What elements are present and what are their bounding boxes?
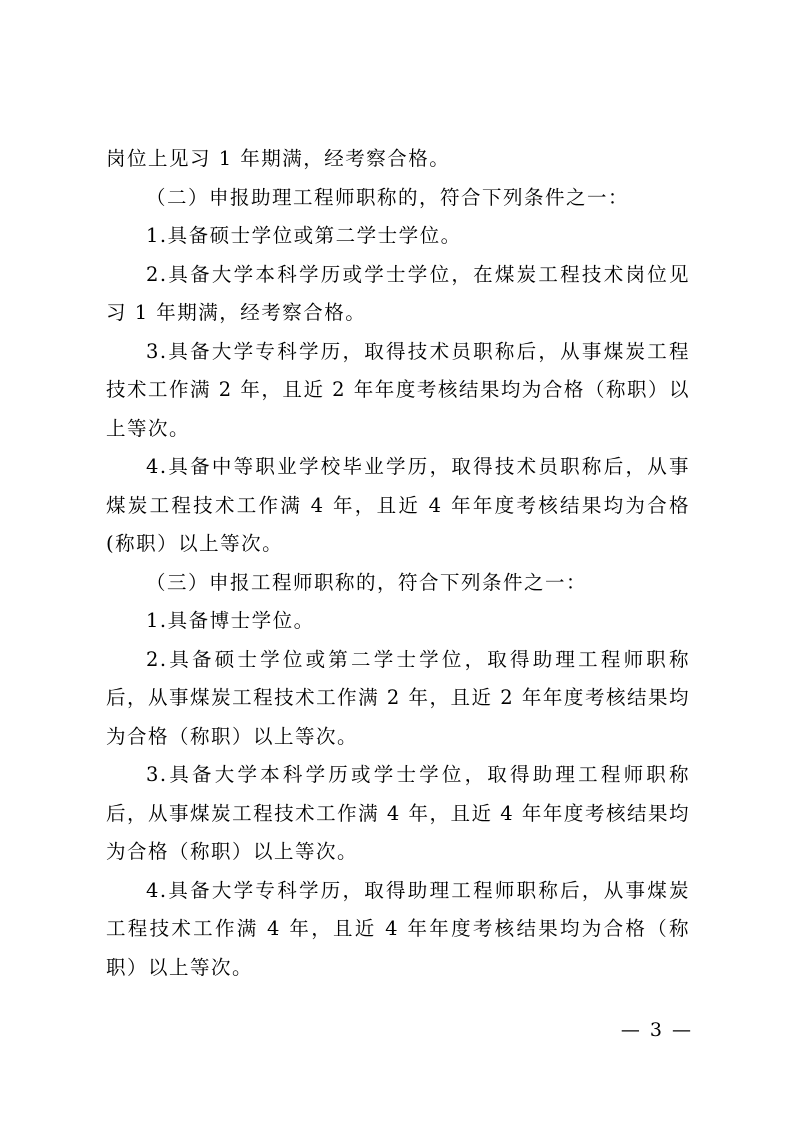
page-number: — 3 — [620, 1019, 693, 1041]
condition-item: 1.具备博士学位。 [146, 609, 315, 632]
condition-item: 2.具备大学本科学历或学士学位，在煤炭工程技术岗位见习 1 年期满，经考察合格。 [106, 262, 690, 324]
condition-item: 4.具备大学专科学历，取得助理工程师职称后，从事煤炭工程技术工作满 4 年，且近 4 年年度考核结果均为合格（称职）以上等次。 [106, 878, 690, 979]
condition-item: 3.具备大学本科学历或学士学位，取得助理工程师职称后，从事煤炭工程技术工作满 4 年，且近 4 年年度考核结果均为合格（称职）以上等次。 [106, 763, 690, 863]
document-body [106, 140, 690, 987]
condition-item: 2.具备硕士学位或第二学士学位，取得助理工程师职称后，从事煤炭工程技术工作满 2 年，且近 2 年年度考核结果均为合格（称职）以上等次。 [106, 647, 690, 748]
paragraph-continuation: 岗位上见习 1 年期满，经考察合格。 [106, 147, 451, 170]
section-heading-engineer: （三）申报工程师职称的，符合下列条件之一： [146, 570, 588, 594]
condition-item: 4.具备中等职业学校毕业学历，取得技术员职称后，从事煤炭工程技术工作满 4 年，且近 4 年年度考核结果均为合格(称职）以上等次。 [106, 455, 690, 555]
condition-item: 3.具备大学专科学历，取得技术员职称后，从事煤炭工程技术工作满 2 年，且近 2 年年度考核结果均为合格（称职）以上等次。 [106, 339, 690, 440]
section-heading-assistant-engineer: （二）申报助理工程师职称的，符合下列条件之一： [146, 185, 630, 209]
condition-item: 1.具备硕士学位或第二学士学位。 [146, 224, 462, 247]
